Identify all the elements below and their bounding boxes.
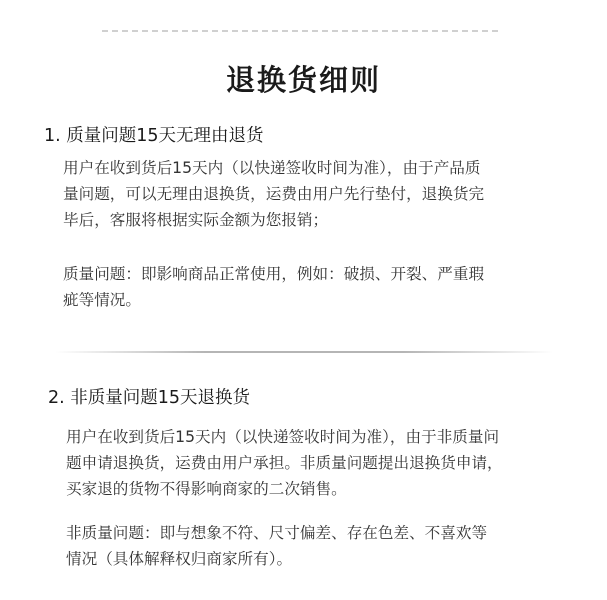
paragraph-line: 买家退的货物不得影响商家的二次销售。 bbox=[66, 480, 347, 498]
page-title: 退换货细则 bbox=[225, 63, 381, 97]
paragraph-line: 题申请退换货，运费由用户承担。非质量问题提出退换货申请， bbox=[66, 454, 503, 472]
paragraph-line: 量问题，可以无理由退换货，运费由用户先行垫付，退换货完 bbox=[63, 185, 485, 203]
section-non-quality-paragraph-2 bbox=[66, 520, 546, 572]
paragraph-line: 非质量问题：即与想象不符、尺寸偏差、存在色差、不喜欢等 bbox=[66, 524, 488, 542]
paragraph-line: 用户在收到货后15天内（以快递签收时间为准），由于产品质 bbox=[63, 159, 481, 177]
paragraph-line: 质量问题：即影响商品正常使用，例如：破损、开裂、严重瑕 bbox=[63, 265, 485, 283]
section-quality-paragraph-1 bbox=[63, 155, 543, 233]
paragraph-line: 情况（具体解释权归商家所有）。 bbox=[66, 550, 293, 568]
paragraph-line: 疵等情况。 bbox=[63, 291, 141, 309]
top-dashed-divider bbox=[102, 30, 498, 32]
section-non-quality-paragraph-1 bbox=[66, 424, 546, 502]
section-quality-paragraph-2 bbox=[63, 261, 543, 313]
section-divider bbox=[55, 351, 553, 353]
section-heading-quality: 1. 质量问题15天无理由退货 bbox=[44, 126, 264, 146]
paragraph-line: 毕后，客服将根据实际金额为您报销； bbox=[63, 211, 329, 229]
section-heading-non-quality: 2. 非质量问题15天退换货 bbox=[48, 388, 251, 408]
paragraph-line: 用户在收到货后15天内（以快递签收时间为准），由于非质量问 bbox=[66, 428, 500, 446]
